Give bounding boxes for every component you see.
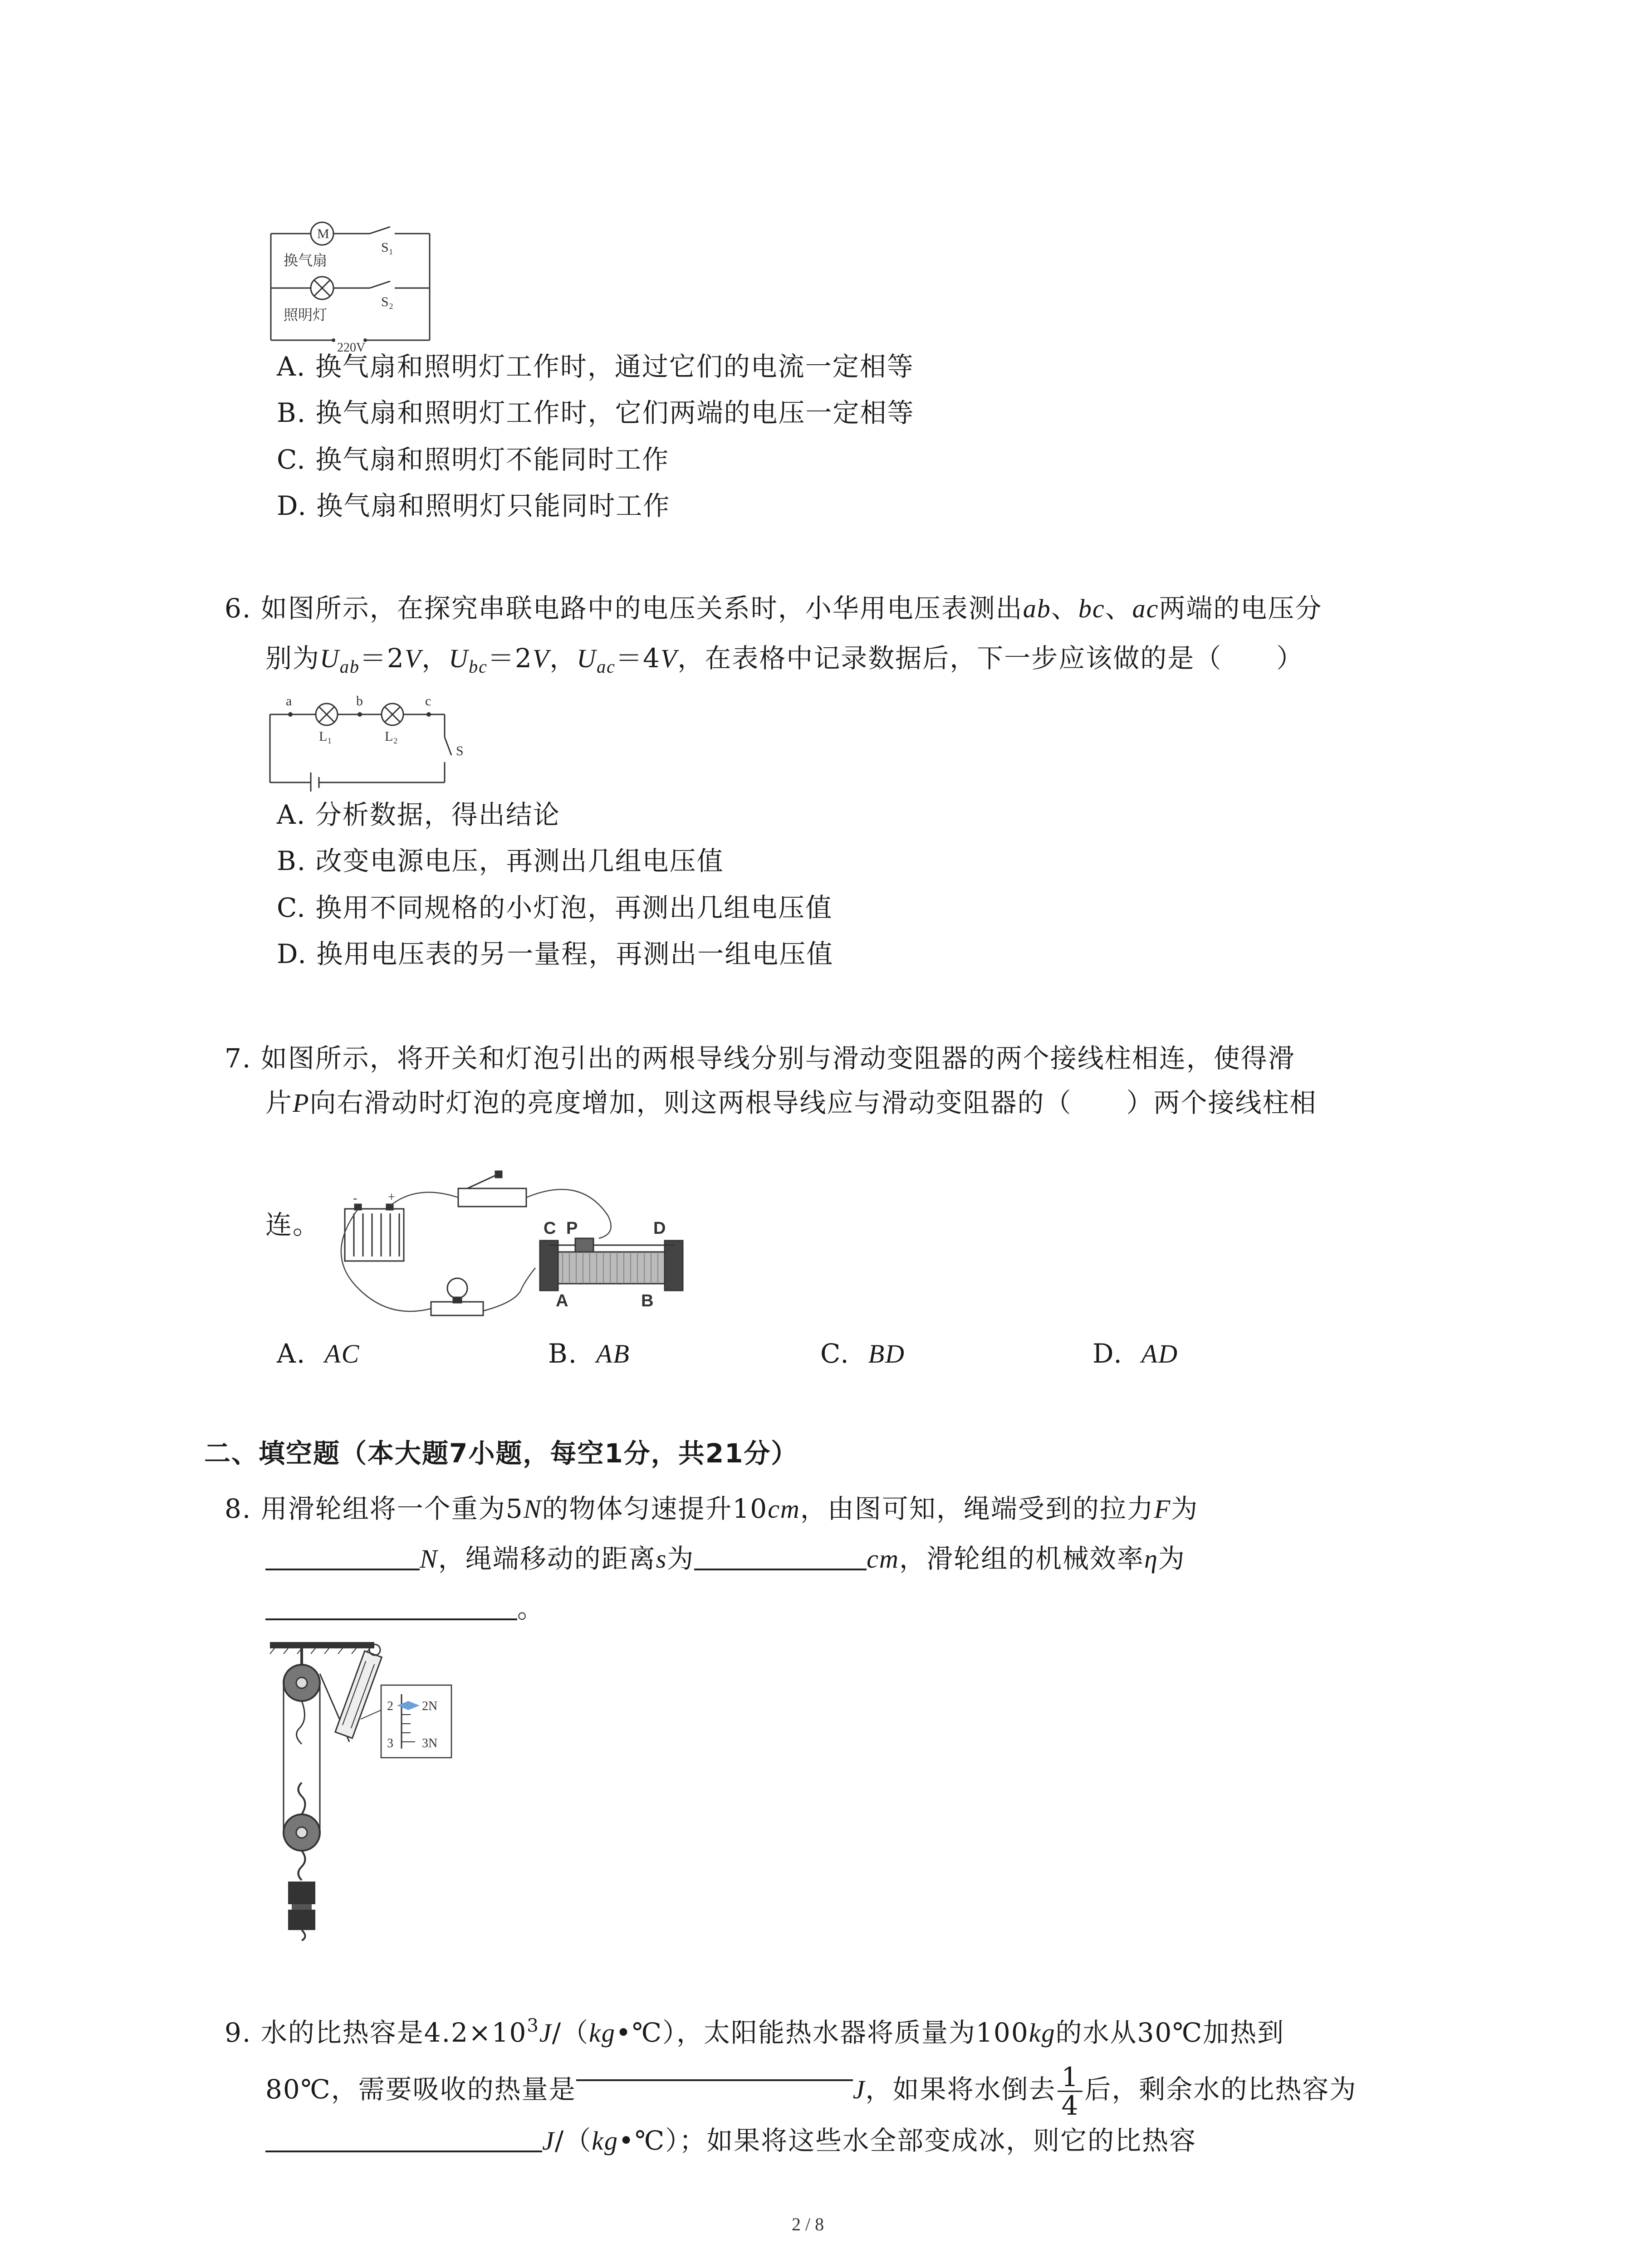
q9-J: J xyxy=(539,2018,552,2048)
q9-J2: J xyxy=(852,2075,866,2104)
q7-fig-plus: + xyxy=(388,1190,395,1204)
q6-option-c: C. 换用不同规格的小灯泡，再测出几组电压值 xyxy=(277,892,833,923)
q9-text-h: •℃）；如果将这些水全部变成冰，则它的比热容 xyxy=(618,2125,1197,2156)
q7-text-b: 片 xyxy=(265,1087,293,1118)
q6-line1 xyxy=(225,592,1322,625)
section2-title: 二、填空题（本大题7小题，每空1分，共21分） xyxy=(204,1438,798,1469)
q7-fig-B: B xyxy=(641,1291,654,1310)
q6-text-b: 两端的电压分 xyxy=(1159,593,1323,624)
q7-rheostat-figure xyxy=(327,1166,726,1334)
q6-comma1: ， xyxy=(421,643,449,674)
q8-text-e: ，绳端移动的距离 xyxy=(438,1543,656,1574)
q7-P: P xyxy=(293,1088,310,1118)
q7-fig-D: D xyxy=(653,1219,666,1238)
q6-V3: V xyxy=(660,644,678,673)
q6-V2: V xyxy=(532,644,550,673)
q6-sub-ac: ac xyxy=(597,656,616,677)
q8-text-a: 用滑轮组将一个重为5 xyxy=(260,1493,524,1524)
q9-line3 xyxy=(265,2124,1196,2157)
q9-blank-heat[interactable] xyxy=(576,2054,853,2081)
q8-blank-distance[interactable] xyxy=(694,1543,867,1570)
q8-pulley-figure xyxy=(265,1633,456,1941)
q6-bc: bc xyxy=(1078,594,1105,623)
q9-frac-den: 4 xyxy=(1061,2090,1079,2121)
q8-unit-cm: cm xyxy=(867,1544,899,1574)
page-number: 2 / 8 xyxy=(792,2214,824,2234)
q6-U3: U xyxy=(577,644,597,673)
q9-line2 xyxy=(265,2054,1357,2121)
q6-fig-b: b xyxy=(356,694,363,709)
q6-option-a: A. 分析数据，得出结论 xyxy=(277,799,560,830)
q6-line2 xyxy=(265,642,1303,683)
q6-sep1: 、 xyxy=(1051,593,1078,624)
q9-text-g: /（ xyxy=(554,2125,592,2156)
q7-option-a-value: AC xyxy=(324,1339,360,1369)
q9-exp: 3 xyxy=(527,2015,539,2036)
q5-option-a: A. 换气扇和照明灯工作时，通过它们的电流一定相等 xyxy=(277,351,914,382)
q5-option-d: D. 换气扇和照明灯只能同时工作 xyxy=(277,490,671,521)
q8-cm: cm xyxy=(768,1494,800,1524)
q5-lamp-label: 照明灯 xyxy=(284,306,328,323)
q9-text-c: 的水从30℃加热到 xyxy=(1055,2017,1285,2048)
q5-voltage-label: 220V xyxy=(337,341,366,352)
q7-option-d-value: AD xyxy=(1141,1339,1179,1369)
q8-s: s xyxy=(656,1544,667,1574)
q6-text-d: ，在表格中记录数据后，下一步应该做的是（ ） xyxy=(677,643,1304,674)
q6-ac: ac xyxy=(1132,594,1159,623)
q8-line2 xyxy=(265,1542,1185,1575)
q6-number: 6. xyxy=(225,593,252,624)
q6-fig-L1: L₁ xyxy=(319,729,332,744)
q7-option-b-value: AB xyxy=(596,1339,630,1369)
q7-fig-minus: - xyxy=(353,1191,358,1205)
q7-option-d xyxy=(1092,1337,1178,1370)
q8-fig-tick2: 2 xyxy=(387,1699,393,1713)
q9-text-b: ，太阳能热水器将质量为100 xyxy=(676,2017,1029,2048)
q7-option-b xyxy=(548,1337,630,1370)
q8-blank-efficiency[interactable] xyxy=(265,1593,517,1620)
q8-unit-N: N xyxy=(420,1544,438,1574)
q9-frac-num: 1 xyxy=(1058,2063,1083,2092)
q7-number: 7. xyxy=(225,1043,252,1074)
q8-text-f: 为 xyxy=(667,1543,695,1574)
q7-line1 xyxy=(225,1042,1295,1075)
q8-blank-force[interactable] xyxy=(265,1543,420,1570)
q6-eq2: ＝2 xyxy=(487,643,533,674)
q5-s1-label: S₁ xyxy=(381,240,394,255)
q8-text-i: 。 xyxy=(517,1593,545,1624)
q8-number: 8. xyxy=(225,1493,252,1524)
q8-F: F xyxy=(1154,1494,1171,1524)
q5-option-b: B. 换气扇和照明灯工作时，它们两端的电压一定相等 xyxy=(277,397,915,428)
q8-text-c: ，由图可知，绳端受到的拉力 xyxy=(800,1493,1154,1524)
q6-text-a: 如图所示，在探究串联电路中的电压关系时，小华用电压表测出 xyxy=(260,593,1023,624)
q7-line2 xyxy=(265,1086,1317,1119)
q6-fig-S: S xyxy=(456,743,464,758)
q9-text-e: ，如果将水倒去 xyxy=(865,2074,1056,2105)
q6-ab: ab xyxy=(1023,594,1051,623)
q8-text-h: 为 xyxy=(1158,1543,1185,1574)
q5-fan-label: 换气扇 xyxy=(284,252,328,269)
q6-fig-c: c xyxy=(425,694,431,709)
q6-fig-a: a xyxy=(286,694,292,709)
q8-text-b: 的物体匀速提升10 xyxy=(542,1493,768,1524)
q7-option-b-letter: B. xyxy=(548,1338,578,1369)
q9-text-a: 水的比热容是4.2×10 xyxy=(260,2017,527,2048)
q6-eq3: ＝4 xyxy=(615,643,661,674)
q9-line1 xyxy=(225,2009,1284,2049)
q8-eta: η xyxy=(1144,1544,1158,1574)
q8-fig-tick3: 3 xyxy=(387,1736,393,1750)
q9-slash: /（ xyxy=(552,2017,589,2048)
q6-text-c: 别为 xyxy=(265,643,320,674)
q9-kg2: kg xyxy=(1029,2018,1056,2048)
q9-text-d: 80℃，需要吸收的热量是 xyxy=(265,2074,576,2105)
q6-comma2: ， xyxy=(549,643,577,674)
q6-sub-bc: bc xyxy=(469,656,488,677)
q8-fig-read2: 2N xyxy=(422,1699,438,1713)
q7-option-a xyxy=(277,1337,360,1370)
q8-text-d: 为 xyxy=(1171,1493,1199,1524)
q8-line3 xyxy=(265,1592,544,1625)
q9-blank-specific-heat[interactable] xyxy=(265,2125,542,2152)
q7-line3: 连。 xyxy=(265,1209,320,1240)
q7-option-d-letter: D. xyxy=(1092,1338,1123,1369)
q9-kg3: kg xyxy=(592,2126,619,2156)
q7-option-c-value: BD xyxy=(868,1339,905,1369)
q9-number: 9. xyxy=(225,2017,252,2048)
q6-U2: U xyxy=(449,644,469,673)
q6-fig-L2: L₂ xyxy=(385,729,398,744)
q9-fraction xyxy=(1058,2063,1083,2119)
q7-option-c-letter: C. xyxy=(820,1338,850,1369)
q6-U1: U xyxy=(320,644,340,673)
q9-J3: J xyxy=(542,2126,555,2156)
q7-fig-C: C xyxy=(544,1219,556,1238)
q5-circuit-figure xyxy=(265,215,438,352)
q6-sub-ab: ab xyxy=(339,656,360,677)
q7-fig-A: A xyxy=(556,1291,568,1310)
q6-sep2: 、 xyxy=(1105,593,1132,624)
q6-option-d: D. 换用电压表的另一量程，再测出一组电压值 xyxy=(277,938,834,969)
q6-option-b: B. 改变电源电压，再测出几组电压值 xyxy=(277,846,724,876)
q6-eq1: ＝2 xyxy=(359,643,405,674)
q9-unit-tail: •℃） xyxy=(615,2017,677,2048)
q5-s2-label: S₂ xyxy=(381,294,394,309)
q9-kg: kg xyxy=(589,2018,616,2048)
q6-V1: V xyxy=(404,644,422,673)
q7-text-c: 向右滑动时灯泡的亮度增加，则这两根导线应与滑动变阻器的（ ）两个接线柱相 xyxy=(309,1087,1317,1118)
q7-option-c xyxy=(820,1337,905,1370)
q7-fig-P: P xyxy=(566,1219,578,1238)
q7-option-a-letter: A. xyxy=(277,1338,306,1369)
q5-motor-label: M xyxy=(317,226,329,241)
q8-text-g: ，滑轮组的机械效率 xyxy=(899,1543,1144,1574)
q8-line1 xyxy=(225,1492,1198,1525)
q8-fig-read3: 3N xyxy=(422,1736,438,1750)
q5-option-c: C. 换气扇和照明灯不能同时工作 xyxy=(277,444,670,475)
q8-N: N xyxy=(523,1494,542,1524)
q7-text-a: 如图所示，将开关和灯泡引出的两根导线分别与滑动变阻器的两个接线柱相连，使得滑 xyxy=(260,1043,1295,1074)
q6-series-circuit-figure xyxy=(265,687,474,792)
q9-text-f: 后，剩余水的比热容为 xyxy=(1084,2074,1357,2105)
